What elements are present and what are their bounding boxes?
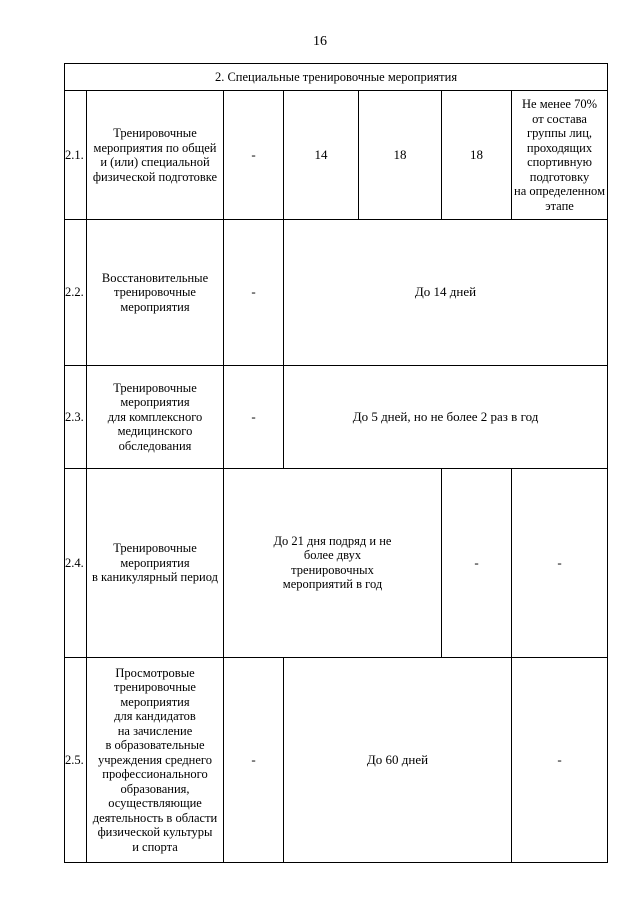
training-events-table — [64, 63, 608, 863]
event-name: Тренировочные мероприятия по общей и (или) специальной физической подготовке — [87, 91, 224, 220]
merged-duration-cell: До 60 дней — [284, 658, 512, 863]
event-name: Тренировочные мероприятия для комплексного медицинского обследования — [87, 366, 224, 469]
cell-col3: 18 — [359, 91, 442, 220]
cell-col2: 14 — [284, 91, 359, 220]
merged-duration-cell: До 14 дней — [284, 220, 608, 366]
section-header-row — [65, 64, 608, 91]
event-name: Тренировочные мероприятия в каникулярный период — [87, 468, 224, 658]
event-name: Восстановительные тренировочные мероприятия — [87, 220, 224, 366]
page-number: 16 — [313, 34, 327, 49]
merged-duration-cell: До 21 дня подряд и не более двух тренировочных мероприятий в год — [224, 468, 442, 658]
table-row — [65, 91, 608, 220]
cell-col1: - — [224, 366, 284, 469]
row-number: 2.1. — [65, 91, 87, 220]
row-number: 2.3. — [65, 366, 87, 469]
table-row — [65, 658, 608, 863]
event-name: Просмотровые тренировочные мероприятия для кандидатов на зачисление в образовательные учреждения среднего профессионального образования, осуществляющие деятельность в области физической культуры и спорта — [87, 658, 224, 863]
row-number: 2.2. — [65, 220, 87, 366]
cell-col4: - — [512, 468, 608, 658]
cell-col4: - — [512, 658, 608, 863]
table-row — [65, 468, 608, 658]
cell-col3: - — [442, 468, 512, 658]
table-row — [65, 366, 608, 469]
table-row — [65, 220, 608, 366]
section-title: 2. Специальные тренировочные мероприятия — [65, 64, 608, 91]
row-number: 2.4. — [65, 468, 87, 658]
cell-col1: - — [224, 91, 284, 220]
cell-col1: - — [224, 220, 284, 366]
cell-col1: - — [224, 658, 284, 863]
merged-duration-cell: До 5 дней, но не более 2 раз в год — [284, 366, 608, 469]
row-number: 2.5. — [65, 658, 87, 863]
note-cell: Не менее 70% от состава группы лиц, проходящих спортивную подготовку на определенном этапе — [512, 91, 608, 220]
cell-col4: 18 — [442, 91, 512, 220]
